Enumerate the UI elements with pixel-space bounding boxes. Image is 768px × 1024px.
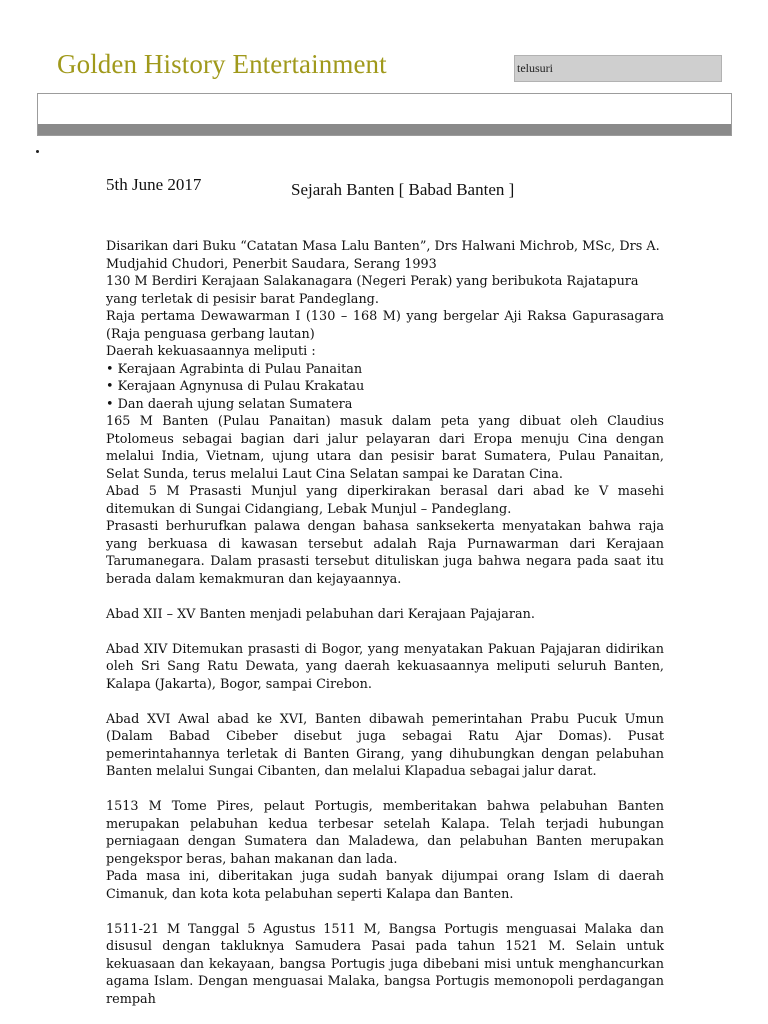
navigation-strip <box>38 124 731 135</box>
paragraph: 1513 M Tome Pires, pelaut Portugis, memberitakan bahwa pelabuhan Banten merupakan pelabuhan kedua terbesar setelah Kalapa. Telah terjadi hubungan perniagaan dengan Sumatera dan Maladewa, dan pelabuhan Banten merupakan pengekspor beras, bahan makanan dan lada. <box>106 799 664 867</box>
list-item: • Kerajaan Agnynusa di Pulau Krakatau <box>106 379 365 394</box>
paragraph: 1511-21 M Tanggal 5 Agustus 1511 M, Bangsa Portugis menguasai Malaka dan disusul dengan takluknya Samudera Pasai pada tahun 1521 M. Selain untuk kekuasaan dan kekayaan, bangsa Portugis juga dibebani misi untuk menghancurkan agama Islam. Dengan menguasai Malaka, bangsa Portugis memonopoli perdagangan rempah <box>106 921 664 1007</box>
paragraph: Prasasti berhurufkan palawa dengan bahasa sanksekerta menyatakan bahwa raja yang berkuasa di kawasan tersebut adalah Raja Purnawarman dari Kerajaan Tarumanegara. Dalam prasasti tersebut dituliskan juga bahwa negara pada saat itu berada dalam kemakmuran dan kejayaannya. <box>106 519 664 587</box>
dot-marker <box>36 150 39 153</box>
post-title: Sejarah Banten [ Babad Banten ] <box>291 180 515 199</box>
paragraph: Abad XIV Ditemukan prasasti di Bogor, yang menyatakan Pakuan Pajajaran didirikan oleh Sri Sang Ratu Dewata, yang daerah kekuasaannya meliputi seluruh Banten, Kalapa (Jakarta), Bogor, sampai Cirebon. <box>106 641 664 692</box>
search-input[interactable] <box>514 55 722 82</box>
paragraph: Abad XII – XV Banten menjadi pelabuhan dari Kerajaan Pajajaran. <box>106 606 535 622</box>
post-date: 5th June 2017 <box>106 175 202 194</box>
paragraph: Daerah kekuasaannya meliputi : <box>106 344 316 359</box>
site-title[interactable]: Golden History Entertainment <box>57 49 387 79</box>
paragraph: 165 M Banten (Pulau Panaitan) masuk dalam peta yang dibuat oleh Claudius Ptolomeus sebagai bagian dari jalur pelayaran dari Eropa menuju Cina dengan melalui India, Vietnam, ujung utara dan pesisir barat Sumatera, Pulau Panaitan, Selat Sunda, terus melalui Laut Cina Selatan sampai ke Daratan Cina. <box>106 414 664 482</box>
list-item: • Dan daerah ujung selatan Sumatera <box>106 396 353 412</box>
article-body <box>106 238 664 1008</box>
paragraph-source: Disarikan dari Buku “Catatan Masa Lalu Banten”, Drs Halwani Michrob, MSc, Drs A. Mudjahid Chudori, Penerbit Saudara, Serang 1993 <box>106 239 660 272</box>
paragraph: Raja pertama Dewawarman I (130 – 168 M) yang bergelar Aji Raksa Gapurasagara (Raja penguasa gerbang lautan) <box>106 309 664 342</box>
paragraph: Abad 5 M Prasasti Munjul yang diperkirakan berasal dari abad ke V masehi ditemukan di Sungai Cidangiang, Lebak Munjul – Pandeglang. <box>106 484 664 517</box>
navigation-bar <box>37 93 732 136</box>
list-item: • Kerajaan Agrabinta di Pulau Panaitan <box>106 361 363 377</box>
paragraph: Pada masa ini, diberitakan juga sudah banyak dijumpai orang Islam di daerah Cimanuk, dan kota kota pelabuhan seperti Kalapa dan Banten. <box>106 869 664 902</box>
paragraph: Abad XVI Awal abad ke XVI, Banten dibawah pemerintahan Prabu Pucuk Umun (Dalam Babad Cibeber disebut juga sebagai Ratu Ajar Domas). Pusat pemerintahannya terletak di Banten Girang, yang dihubungkan dengan pelabuhan Banten melalui Sungai Cibanten, dan melalui Klapadua sebagai jalur darat. <box>106 711 664 779</box>
paragraph: 130 M Berdiri Kerajaan Salakanagara (Negeri Perak) yang beribukota Rajatapura yang terletak di pesisir barat Pandeglang. <box>106 274 639 307</box>
